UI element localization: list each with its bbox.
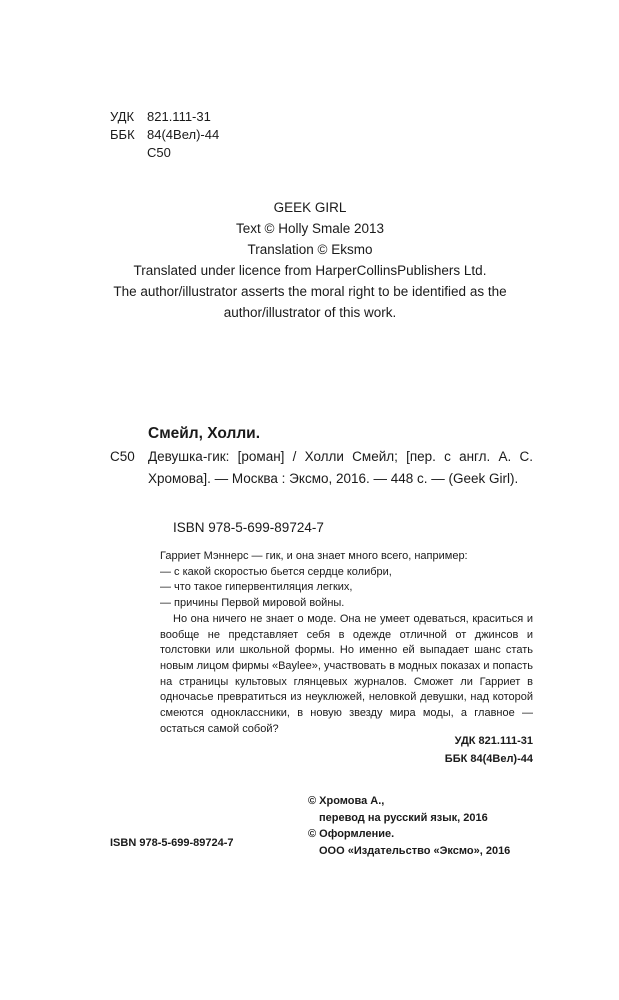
bbk-value: 84(4Вел)-44 [147, 127, 220, 142]
moral-right-line-1: The author/illustrator asserts the moral right to be identified as the [113, 284, 507, 299]
annotation [160, 549, 533, 737]
isbn-main: ISBN 978-5-699-89724-7 [173, 520, 324, 535]
bbk-row [110, 126, 219, 144]
classification-block [110, 108, 219, 162]
publisher-rights: ООО «Издательство «Эксмо», 2016 [319, 844, 511, 857]
original-title: GEEK GIRL [273, 200, 347, 215]
annotation-item: — с какой скоростью бьется сердце колибри, [160, 565, 392, 578]
isbn-bottom: ISBN 978-5-699-89724-7 [110, 837, 234, 849]
licence-line: Translated under licence from HarperCollinsPublishers Ltd. [133, 263, 487, 278]
udk-row [110, 108, 219, 126]
annotation-item: — причины Первой мировой войны. [160, 597, 345, 610]
text-copyright: Text © Holly Smale 2013 [235, 221, 384, 236]
udk-value: 821.111-31 [147, 109, 211, 124]
udk-label: УДК [110, 109, 135, 124]
rights-block [308, 793, 510, 859]
translation-rights-detail: перевод на русский язык, 2016 [319, 811, 488, 824]
copyright-block [80, 197, 540, 323]
bbk-code: ББК 84(4Вел)-44 [444, 753, 533, 765]
translation-copyright: Translation © Eksmo [247, 242, 373, 257]
annotation-intro: Гарриет Мэннерс — гик, и она знает много всего, например: [160, 550, 468, 562]
udk-code: УДК 821.111-31 [454, 735, 533, 747]
cutter-code-top: С50 [147, 145, 171, 160]
annotation-body: Но она ничего не знает о моде. Она не умеет одеваться, краситься и вообще не представляет себя в одежде отличной от джинсов и толстовки или школьной формы. Но именно ей выпадает шанс стать новым лицом фирмы «Baylee», участвовать в модных показах и попасть на страницы культовых глянцевых журналов. Сможет ли Гарриет в одночасье превратиться из неуклюжей, неловкой девушки, над которой смеются одноклассники, в новую звезду мира моды, а главное — остаться самой собой? [160, 612, 533, 735]
bibliographic-description: Девушка-гик: [роман] / Холли Смейл; [пер. с англ. А. С. Хромова]. — Москва : Эксмо, 2016. — 448 с. — (Geek Girl). [148, 449, 533, 486]
cutter-code: С50 [110, 449, 135, 464]
author-heading: Смейл, Холли. [148, 425, 261, 442]
bbk-label: ББК [110, 127, 135, 142]
design-rights: © Оформление. [308, 828, 395, 840]
annotation-item: — что такое гипервентиляция легких, [160, 581, 353, 594]
translation-rights: © Хромова А., [308, 795, 385, 807]
moral-right-line-2: author/illustrator of this work. [223, 305, 397, 320]
classification-codes-right [340, 732, 533, 768]
